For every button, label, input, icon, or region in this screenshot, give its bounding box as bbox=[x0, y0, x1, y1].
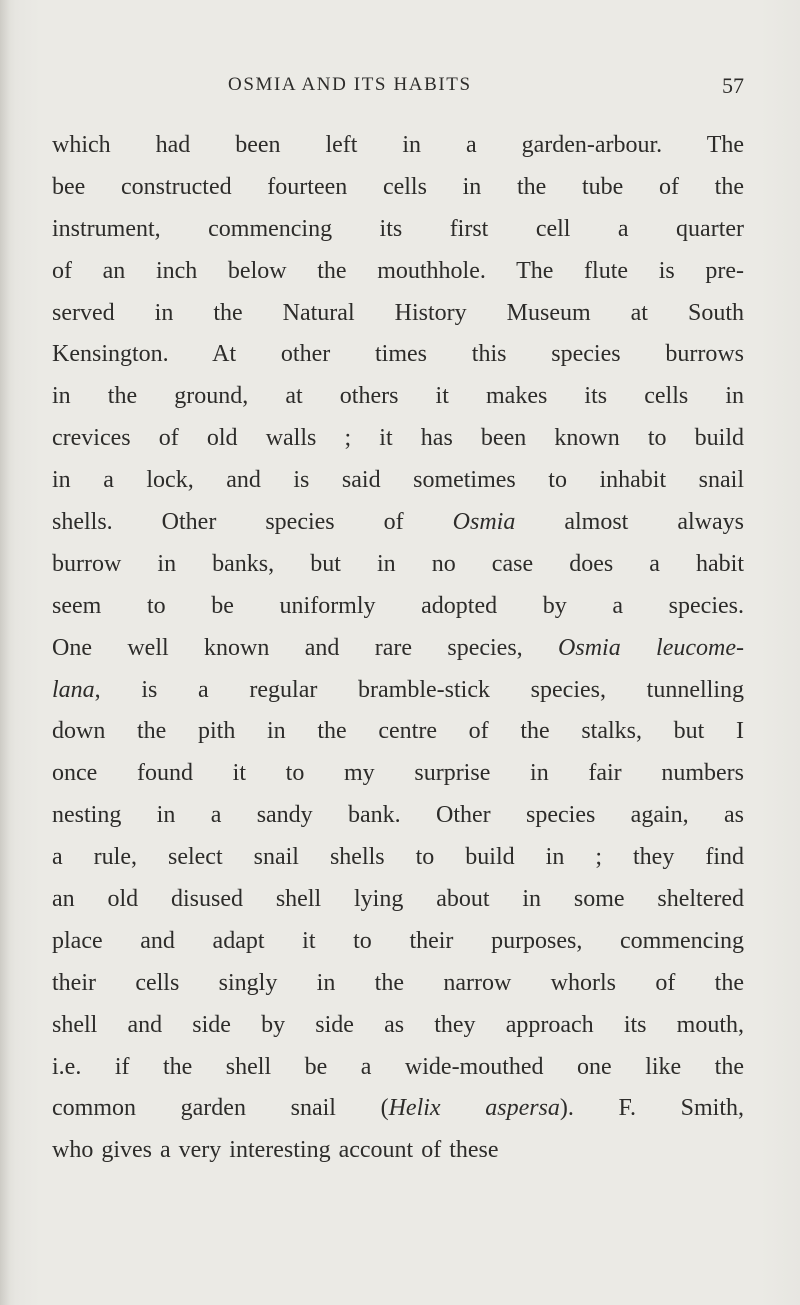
text-segment: which had been left in a garden-arbour. The bbox=[52, 132, 744, 158]
text-line bbox=[52, 465, 744, 507]
text-segment: seem to be uniformly adopted by a species. bbox=[52, 592, 744, 619]
text-segment: i.e. if the shell be a wide-mouthed one like the bbox=[52, 1053, 744, 1080]
text-line bbox=[52, 633, 744, 675]
text-segment: Kensington. At other times this species burrows bbox=[52, 341, 744, 368]
text-line bbox=[52, 842, 744, 884]
text-line bbox=[52, 507, 744, 549]
text-line bbox=[52, 968, 744, 1010]
text-line bbox=[52, 339, 744, 381]
text-line bbox=[52, 549, 744, 591]
text-line bbox=[52, 675, 744, 717]
text-line bbox=[52, 716, 744, 758]
text-line bbox=[52, 1135, 744, 1177]
text-segment: almost always bbox=[515, 509, 744, 536]
text-line bbox=[52, 298, 744, 340]
text-line bbox=[52, 214, 744, 256]
text-line bbox=[52, 1093, 744, 1135]
text-line bbox=[52, 1010, 744, 1052]
text-segment: down the pith in the centre of the stalks, but I bbox=[52, 718, 744, 745]
text-line bbox=[52, 926, 744, 968]
text-segment: burrow in banks, but in no case does a habit bbox=[52, 550, 744, 577]
text-segment: shells. Other species of bbox=[52, 509, 453, 536]
text-segment: crevices of old walls ; it has been known to build bbox=[52, 425, 744, 452]
text-segment: of an inch below the mouthhole. The flute is pre- bbox=[52, 257, 744, 284]
text-segment: bee constructed fourteen cells in the tube of the bbox=[52, 173, 744, 200]
text-line bbox=[52, 172, 744, 214]
page-gutter-shadow bbox=[0, 0, 10, 1305]
page-header bbox=[52, 74, 744, 104]
text-line bbox=[52, 381, 744, 423]
text-segment: instrument, commencing its first cell a quarter bbox=[52, 215, 744, 242]
text-segment: shell and side by side as they approach its mouth, bbox=[52, 1011, 744, 1038]
text-line bbox=[52, 800, 744, 842]
text-line bbox=[52, 591, 744, 633]
running-title: OSMIA AND ITS HABITS bbox=[228, 74, 472, 95]
text-segment: nesting in a sandy bank. Other species again, as bbox=[52, 802, 744, 829]
text-segment: , is a regular bramble-stick species, tunnelling bbox=[94, 676, 744, 703]
text-segment: common garden snail ( bbox=[52, 1095, 389, 1122]
text-segment: an old disused shell lying about in some sheltered bbox=[52, 886, 744, 913]
body-text bbox=[52, 130, 744, 1177]
page-number: 57 bbox=[722, 73, 744, 98]
text-segment: once found it to my surprise in fair numbers bbox=[52, 760, 744, 787]
text-line bbox=[52, 256, 744, 298]
text-line bbox=[52, 130, 744, 172]
italic-text-segment: lana bbox=[52, 676, 95, 703]
text-segment: served in the Natural History Museum at South bbox=[52, 299, 744, 326]
text-segment: ). F. Smith, bbox=[559, 1095, 744, 1122]
text-segment: One well known and rare species, bbox=[52, 634, 559, 661]
text-segment: a rule, select snail shells to build in ; they find bbox=[52, 844, 744, 871]
text-segment: who gives a very interesting account of these bbox=[52, 1137, 499, 1164]
italic-text-segment: Helix aspersa bbox=[388, 1095, 560, 1122]
text-line bbox=[52, 758, 744, 800]
text-line bbox=[52, 884, 744, 926]
text-line bbox=[52, 1052, 744, 1094]
text-segment: place and adapt it to their purposes, commencing bbox=[52, 927, 744, 954]
italic-text-segment: Osmia bbox=[452, 509, 516, 536]
text-segment: in the ground, at others it makes its cells in bbox=[52, 383, 744, 410]
italic-text-segment: Osmia leucome- bbox=[558, 634, 744, 661]
text-line bbox=[52, 423, 744, 465]
text-segment: their cells singly in the narrow whorls of the bbox=[52, 969, 744, 996]
text-segment: in a lock, and is said sometimes to inhabit snail bbox=[52, 467, 744, 494]
